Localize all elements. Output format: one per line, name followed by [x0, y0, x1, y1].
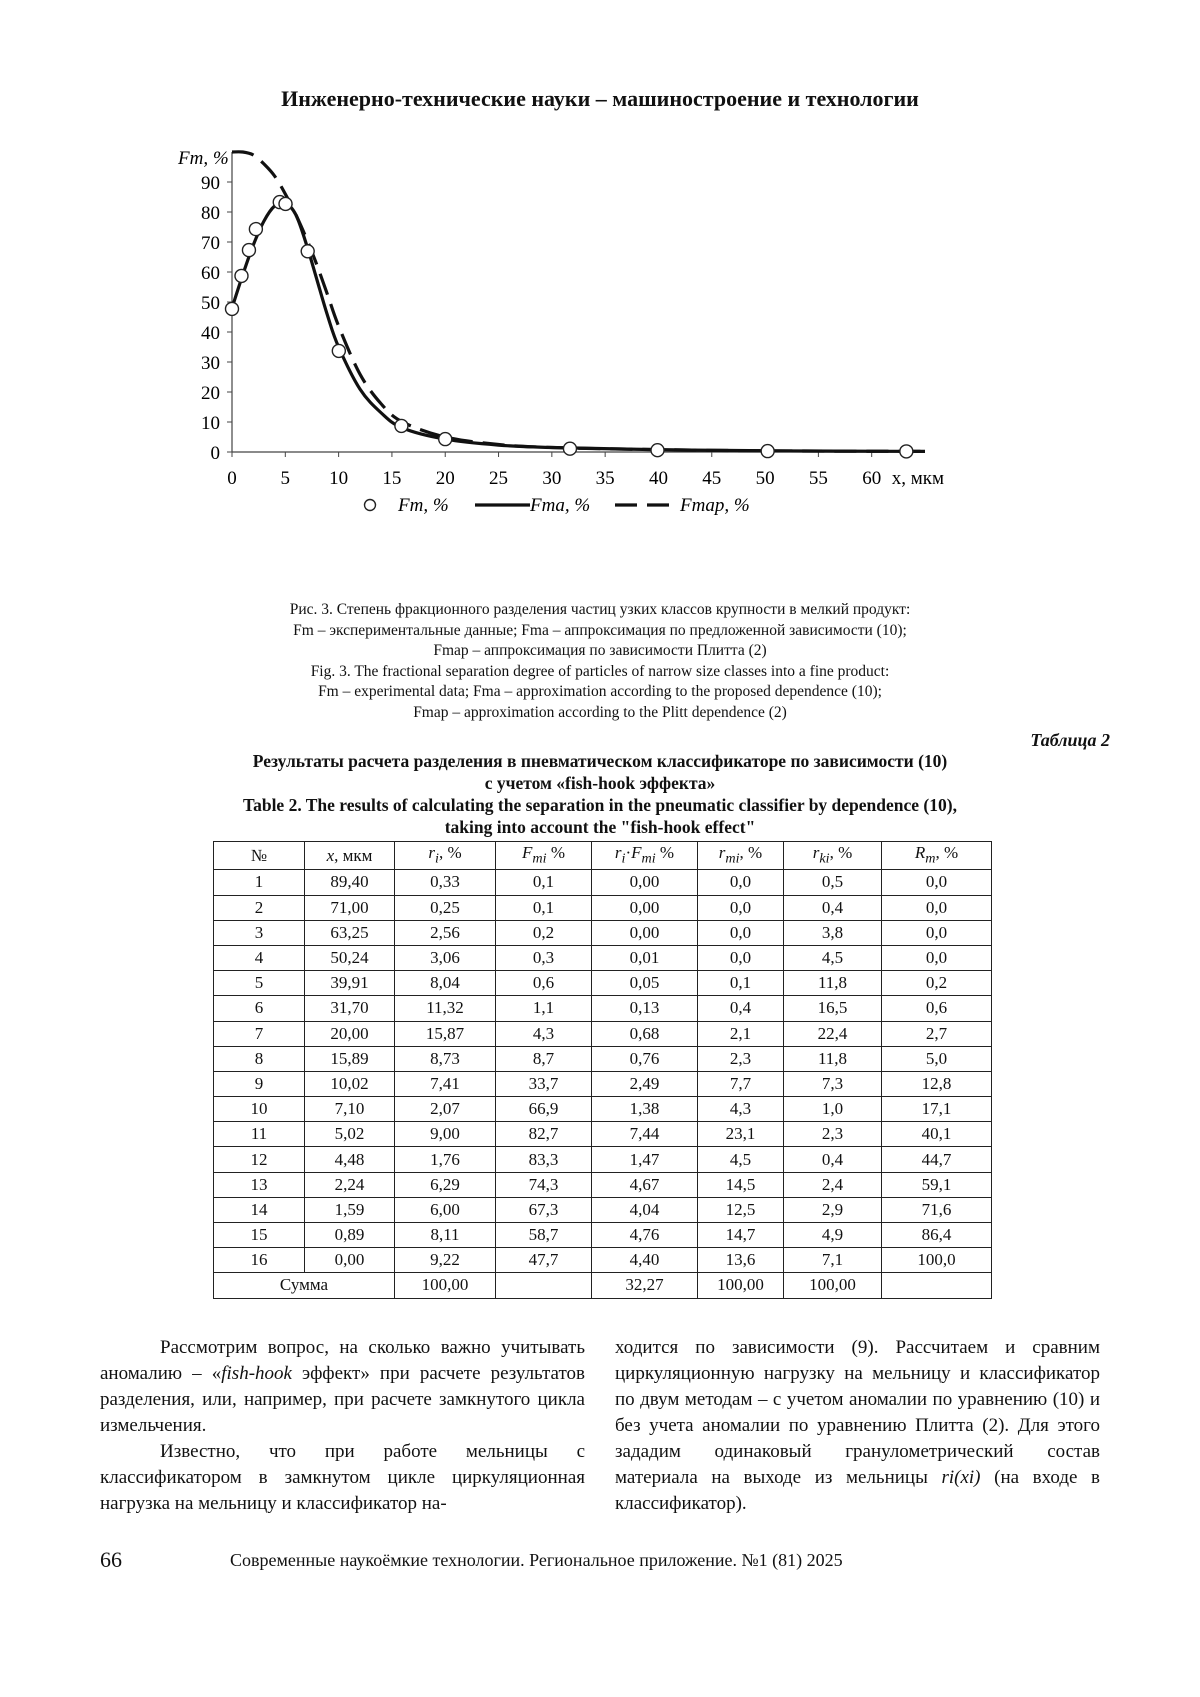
data-point-fm — [235, 269, 248, 282]
table-title-en-2: taking into account the "fish-hook effect" — [444, 817, 756, 837]
table-sum-cell: 32,27 — [592, 1273, 698, 1298]
table-row — [214, 1248, 992, 1273]
table-cell: 16 — [214, 1248, 305, 1273]
table-row — [214, 1021, 992, 1046]
chart-legend — [365, 495, 750, 516]
table-cell: 11,8 — [784, 971, 882, 996]
table-label: Таблица 2 — [1030, 730, 1110, 750]
table-cell: 0,00 — [592, 870, 698, 895]
table-cell: 4,5 — [784, 945, 882, 970]
table-cell: 0,4 — [784, 895, 882, 920]
table-cell: 4,3 — [698, 1097, 784, 1122]
table-cell: 7,41 — [395, 1071, 496, 1096]
table-cell: 82,7 — [496, 1122, 592, 1147]
y-tick-label: 80 — [201, 203, 220, 224]
table-cell: 39,91 — [305, 971, 395, 996]
table-cell: 10,02 — [305, 1071, 395, 1096]
chart-series-points — [226, 196, 913, 458]
table-cell: 0,6 — [496, 971, 592, 996]
table-cell: 31,70 — [305, 996, 395, 1021]
caption-en-line-2: Fm – experimental data; Fma – approximation according to the proposed dependence (10); — [318, 683, 882, 700]
table-cell: 11 — [214, 1122, 305, 1147]
table-cell: 4,48 — [305, 1147, 395, 1172]
table-cell: 1,1 — [496, 996, 592, 1021]
series-line-fmap — [232, 152, 925, 452]
table-cell: 40,1 — [882, 1122, 992, 1147]
table-cell: 2,3 — [698, 1046, 784, 1071]
table-cell: 11,32 — [395, 996, 496, 1021]
table-cell: 2,9 — [784, 1197, 882, 1222]
table-cell: 58,7 — [496, 1223, 592, 1248]
x-tick-label: 15 — [382, 468, 402, 489]
table-cell: 0,25 — [395, 895, 496, 920]
table-cell: 5,02 — [305, 1122, 395, 1147]
table-row — [214, 895, 992, 920]
table-cell: 3,8 — [784, 920, 882, 945]
legend-marker-fm — [365, 500, 376, 511]
table-cell: 1,59 — [305, 1197, 395, 1222]
table-cell: 89,40 — [305, 870, 395, 895]
table-cell: 0,5 — [784, 870, 882, 895]
x-tick-label: 20 — [435, 468, 455, 489]
table-row — [214, 1147, 992, 1172]
caption-en-line-1: Fig. 3. The fractional separation degree of particles of narrow size classes into a fine product: — [310, 662, 890, 680]
table-cell: 63,25 — [305, 920, 395, 945]
y-tick-label: 60 — [201, 263, 220, 284]
table-cell: 0,76 — [592, 1046, 698, 1071]
legend-label-fma: Fma, % — [530, 495, 591, 516]
series-line-fma — [232, 202, 925, 451]
table-cell: 2,7 — [882, 1021, 992, 1046]
table-cell: 7,7 — [698, 1071, 784, 1096]
table-cell: 23,1 — [698, 1122, 784, 1147]
y-tick-label: 0 — [210, 443, 220, 464]
table-cell: 7 — [214, 1021, 305, 1046]
table-cell: 15 — [214, 1223, 305, 1248]
table-title-ru-1: Результаты расчета разделения в пневматическом классификаторе по зависимости (10) — [252, 751, 948, 771]
table-cell: 0,0 — [698, 895, 784, 920]
data-point-fm — [651, 444, 664, 457]
body-column-left — [100, 1335, 585, 1517]
table-cell: 67,3 — [496, 1197, 592, 1222]
table-header-cell: $R_m$, % — [882, 842, 992, 870]
table-cell: 7,1 — [784, 1248, 882, 1273]
table-title — [150, 750, 1050, 838]
table-sum-cell — [882, 1273, 992, 1298]
table-cell: 44,7 — [882, 1147, 992, 1172]
table-cell: 0,05 — [592, 971, 698, 996]
table-cell: 4,5 — [698, 1147, 784, 1172]
table-row — [214, 1097, 992, 1122]
x-tick-label: 25 — [489, 468, 509, 489]
caption-en-line-3: Fmap – approximation according to the Plitt dependence (2) — [413, 703, 787, 721]
table-cell: 83,3 — [496, 1147, 592, 1172]
y-tick-label: 20 — [201, 383, 220, 404]
table-cell: 4 — [214, 945, 305, 970]
table-cell: 2,1 — [698, 1021, 784, 1046]
table-cell: 1,76 — [395, 1147, 496, 1172]
table-cell: 0,68 — [592, 1021, 698, 1046]
table-cell: 71,00 — [305, 895, 395, 920]
y-axis-label: Fm, % — [178, 150, 229, 169]
table-row — [214, 1197, 992, 1222]
table-cell: 12 — [214, 1147, 305, 1172]
table-row — [214, 1122, 992, 1147]
data-point-fm — [900, 445, 913, 458]
table-cell: 6 — [214, 996, 305, 1021]
table-title-ru-2: с учетом «fish-hook эффекта» — [484, 773, 716, 793]
table-cell: 0,00 — [592, 895, 698, 920]
x-tick-label: 5 — [280, 468, 291, 489]
table-cell: 2,24 — [305, 1172, 395, 1197]
journal-footer: Современные наукоёмкие технологии. Региональное приложение. №1 (81) 2025 — [230, 1550, 843, 1570]
results-table — [213, 841, 992, 1299]
chart-series-lines — [232, 152, 925, 452]
y-tick-label: 90 — [201, 173, 220, 194]
table-cell: 1,0 — [784, 1097, 882, 1122]
table-cell: 6,29 — [395, 1172, 496, 1197]
table-row — [214, 1172, 992, 1197]
table-cell: 0,0 — [882, 920, 992, 945]
table-row — [214, 945, 992, 970]
x-tick-label: 35 — [595, 468, 615, 489]
x-tick-label: 45 — [702, 468, 722, 489]
table-cell: 0,1 — [698, 971, 784, 996]
table-cell: 0,1 — [496, 870, 592, 895]
table-cell: 1,38 — [592, 1097, 698, 1122]
table-cell: 100,0 — [882, 1248, 992, 1273]
table-cell: 12,8 — [882, 1071, 992, 1096]
table-cell: 1,47 — [592, 1147, 698, 1172]
table-cell: 71,6 — [882, 1197, 992, 1222]
data-point-fm — [242, 244, 255, 257]
table-cell: 9 — [214, 1071, 305, 1096]
table-sum-cell: 100,00 — [698, 1273, 784, 1298]
table-row — [214, 996, 992, 1021]
table-cell: 0,00 — [305, 1248, 395, 1273]
table-header-row — [214, 842, 992, 870]
table-cell: 59,1 — [882, 1172, 992, 1197]
x-tick-label: 30 — [542, 468, 562, 489]
x-tick-label: 0 — [227, 468, 237, 489]
table-header-cell: $r_i\cdot F_{mi}$ % — [592, 842, 698, 870]
table-cell: 4,67 — [592, 1172, 698, 1197]
table-cell: 0,89 — [305, 1223, 395, 1248]
table-cell: 0,2 — [882, 971, 992, 996]
table-row — [214, 971, 992, 996]
x-tick-label: 10 — [329, 468, 349, 489]
table-cell: 8,11 — [395, 1223, 496, 1248]
table-sum-cell: 100,00 — [395, 1273, 496, 1298]
table-row — [214, 870, 992, 895]
table-cell: 15,89 — [305, 1046, 395, 1071]
table-cell: 3,06 — [395, 945, 496, 970]
paragraph: Известно, что при работе мельницы с классификатором в замкнутом цикле циркуляционная нагрузка на мельницу и классификатор на- — [100, 1441, 585, 1514]
table-cell: 4,9 — [784, 1223, 882, 1248]
table-cell: 0,13 — [592, 996, 698, 1021]
table-sum-cell — [496, 1273, 592, 1298]
x-tick-label: 60 — [862, 468, 882, 489]
table-cell: 10 — [214, 1097, 305, 1122]
legend-label-fm: Fm, % — [398, 495, 449, 516]
x-tick-label: 55 — [808, 468, 828, 489]
table-cell: 6,00 — [395, 1197, 496, 1222]
data-point-fm — [332, 344, 345, 357]
y-tick-label: 10 — [201, 413, 220, 434]
table-cell: 86,4 — [882, 1223, 992, 1248]
table-cell: 0,3 — [496, 945, 592, 970]
table-cell: 2,3 — [784, 1122, 882, 1147]
table-cell: 17,1 — [882, 1097, 992, 1122]
table-cell: 50,24 — [305, 945, 395, 970]
table-cell: 33,7 — [496, 1071, 592, 1096]
table-cell: 2,49 — [592, 1071, 698, 1096]
table-cell: 8,7 — [496, 1046, 592, 1071]
table-cell: 0,0 — [698, 920, 784, 945]
y-tick-label: 30 — [201, 353, 220, 374]
table-cell: 0,0 — [698, 870, 784, 895]
table-cell: 13 — [214, 1172, 305, 1197]
data-point-fm — [439, 433, 452, 446]
table-cell: 3 — [214, 920, 305, 945]
table-cell: 0,01 — [592, 945, 698, 970]
table-title-en-1: Table 2. The results of calculating the separation in the pneumatic classifier by dependence (10), — [243, 795, 957, 815]
caption-ru-line-1: Рис. 3. Степень фракционного разделения частиц узких классов крупности в мелкий продукт: — [289, 601, 911, 618]
y-tick-label: 40 — [201, 323, 220, 344]
table-cell: 0,1 — [496, 895, 592, 920]
table-cell: 2,4 — [784, 1172, 882, 1197]
math-ri-xi: ri(xi) — [941, 1467, 981, 1488]
table-cell: 11,8 — [784, 1046, 882, 1071]
table-cell: 7,10 — [305, 1097, 395, 1122]
y-tick-label: 50 — [201, 293, 220, 314]
table-cell: 7,44 — [592, 1122, 698, 1147]
table-cell: 14 — [214, 1197, 305, 1222]
table-cell: 14,5 — [698, 1172, 784, 1197]
table-cell: 2,56 — [395, 920, 496, 945]
table-header-cell: $r_{mi}$, % — [698, 842, 784, 870]
table-row — [214, 1071, 992, 1096]
table-cell: 13,6 — [698, 1248, 784, 1273]
data-point-fm — [395, 419, 408, 432]
table-cell: 0,2 — [496, 920, 592, 945]
table-cell: 0,33 — [395, 870, 496, 895]
table-cell: 12,5 — [698, 1197, 784, 1222]
fractional-separation-chart — [170, 150, 1030, 570]
table-cell: 22,4 — [784, 1021, 882, 1046]
data-point-fm — [301, 245, 314, 258]
table-sum-row — [214, 1273, 992, 1298]
table-cell: 74,3 — [496, 1172, 592, 1197]
x-axis-label: x, мкм — [891, 468, 944, 489]
table-row — [214, 920, 992, 945]
table-cell: 8,04 — [395, 971, 496, 996]
table-cell: 2 — [214, 895, 305, 920]
table-sum-label: Сумма — [214, 1273, 395, 1298]
body-column-right — [615, 1335, 1100, 1517]
table-cell: 4,04 — [592, 1197, 698, 1222]
table-cell: 0,6 — [882, 996, 992, 1021]
x-tick-label: 50 — [755, 468, 775, 489]
table-cell: 14,7 — [698, 1223, 784, 1248]
table-cell: 0,4 — [698, 996, 784, 1021]
table-header-cell: $r_{ki}$, % — [784, 842, 882, 870]
table-cell: 5,0 — [882, 1046, 992, 1071]
data-point-fm — [279, 197, 292, 210]
table-cell: 2,07 — [395, 1097, 496, 1122]
x-tick-label: 40 — [648, 468, 668, 489]
table-cell: 20,00 — [305, 1021, 395, 1046]
table-cell: 0,00 — [592, 920, 698, 945]
table-cell: 0,4 — [784, 1147, 882, 1172]
table-cell: 8,73 — [395, 1046, 496, 1071]
table-cell: 8 — [214, 1046, 305, 1071]
data-point-fm — [249, 223, 262, 236]
table-cell: 16,5 — [784, 996, 882, 1021]
table-cell: 0,0 — [698, 945, 784, 970]
table-cell: 47,7 — [496, 1248, 592, 1273]
legend-label-fmap: Fmap, % — [680, 495, 750, 516]
y-tick-label: 70 — [201, 233, 220, 254]
table-header-cell: № — [214, 842, 305, 870]
paragraph: Рассмотрим вопрос, на сколько важно учитывать аномалию – «fish-hook эффект» при расчете результатов разделения, или, например, при расчете замкнутого цикла измельчения. — [100, 1337, 585, 1436]
table-cell: 9,22 — [395, 1248, 496, 1273]
table-cell: 0,0 — [882, 945, 992, 970]
table-cell: 0,0 — [882, 895, 992, 920]
table-cell: 7,3 — [784, 1071, 882, 1096]
table-cell: 5 — [214, 971, 305, 996]
table-header-cell: x, мкм — [305, 842, 395, 870]
table-cell: 4,3 — [496, 1021, 592, 1046]
table-cell: 1 — [214, 870, 305, 895]
figure-caption — [150, 600, 1050, 723]
page-number: 66 — [100, 1547, 122, 1572]
table-cell: 15,87 — [395, 1021, 496, 1046]
table-cell: 0,0 — [882, 870, 992, 895]
table-cell: 66,9 — [496, 1097, 592, 1122]
table-header-cell: $F_{mi}$ % — [496, 842, 592, 870]
table-cell: 4,40 — [592, 1248, 698, 1273]
data-point-fm — [761, 445, 774, 458]
table-sum-cell: 100,00 — [784, 1273, 882, 1298]
caption-ru-line-3: Fmap – аппроксимация по зависимости Плитта (2) — [433, 642, 767, 659]
running-title: Инженерно-технические науки – машиностроение и технологии — [281, 86, 919, 111]
caption-ru-line-2: Fm – экспериментальные данные; Fma – аппроксимация по предложенной зависимости (10); — [293, 621, 907, 639]
table-header-cell: $r_i$, % — [395, 842, 496, 870]
paragraph: ходится по зависимости (9). Рассчитаем и сравним циркуляционную нагрузку на мельницу и классификатор по двум методам – с учетом аномалии по уравнению (10) и без учета аномалии по уравнению Плитта (2). Для этого зададим одинаковый гранулометрический состав материала на выходе из мельницы ri(xi) (на входе в классификатор). — [615, 1337, 1101, 1514]
table-cell: 4,76 — [592, 1223, 698, 1248]
table-row — [214, 1223, 992, 1248]
table-row — [214, 1046, 992, 1071]
table-cell: 9,00 — [395, 1122, 496, 1147]
data-point-fm — [563, 442, 576, 455]
data-point-fm — [226, 302, 239, 315]
chart-axes — [177, 150, 944, 489]
